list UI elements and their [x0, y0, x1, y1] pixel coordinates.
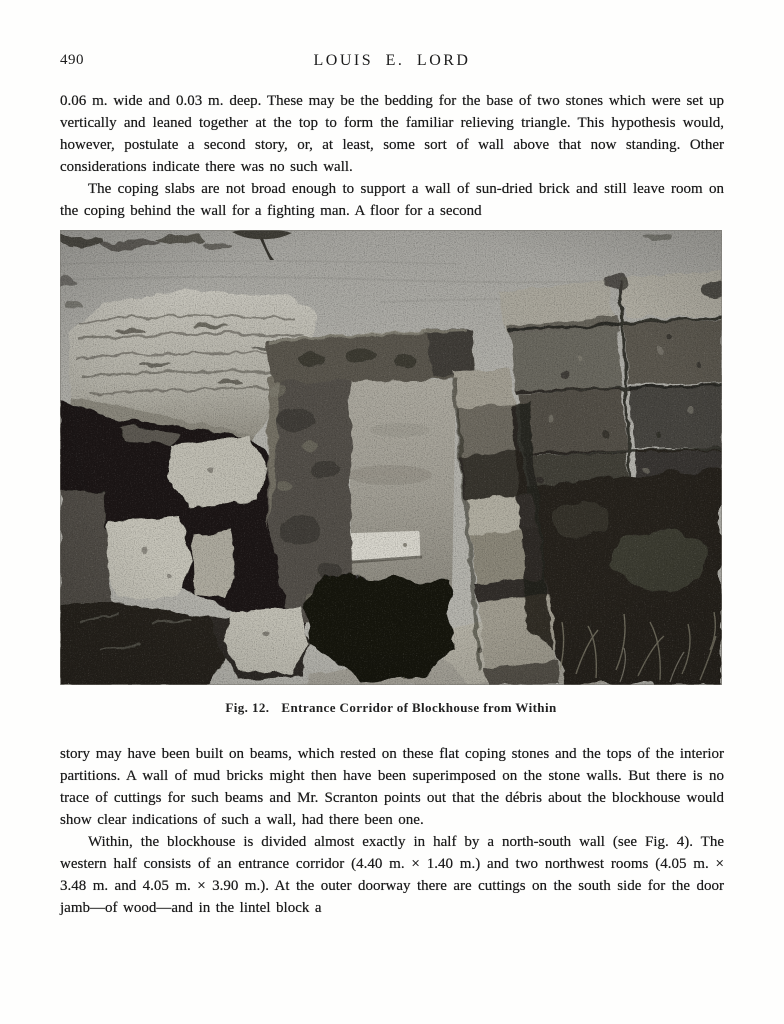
paragraph-continuation: 0.06 m. wide and 0.03 m. deep. These may be the bedding for the base of two stones which were set up vertically and leaned together at the top to form the familiar relieving triangle. This hypothesis would, however, postulate a second story, or, at least, some sort of wall above that now standing. Other considerations indicate there was no such wall. [60, 93, 724, 175]
page-number: 490 [60, 52, 84, 68]
text-block-top [60, 90, 724, 222]
blockhouse-photo-illustration [60, 230, 722, 685]
figure-caption-label: Fig. 12. [225, 700, 270, 715]
figure-caption [60, 700, 722, 715]
running-head: LOUIS E. LORD [313, 52, 471, 69]
text-block-bottom [60, 743, 724, 919]
paragraph-continuation: story may have been built on beams, which rested on these flat coping stones and the tops of the interior partitions. A wall of mud bricks might then have been superimposed on the stone walls. But there is no trace of cuttings for such beams and Mr. Scranton points out that the débris about the blockhouse would show clear indications of such a wall, had there been one. [60, 746, 724, 828]
blockhouse-photograph [60, 230, 722, 685]
film-grain-light [60, 230, 722, 685]
paragraph: The coping slabs are not broad enough to support a wall of sun-dried brick and still leave room on the coping behind the wall for a fighting man. A floor for a second [60, 181, 724, 219]
page-header [0, 0, 784, 74]
figure-caption-text: Entrance Corridor of Blockhouse from Within [281, 700, 557, 715]
figure-12 [60, 230, 722, 715]
paragraph: Within, the blockhouse is divided almost exactly in half by a north-south wall (see Fig. 4). The western half consists of an entrance corridor (4.40 m. × 1.40 m.) and two northwest rooms (4.05 m. × 3.48 m. and 4.05 m. × 3.90 m.). At the outer doorway there are cuttings on the south side for the door jamb—of wood—and in the lintel block a [60, 834, 724, 916]
